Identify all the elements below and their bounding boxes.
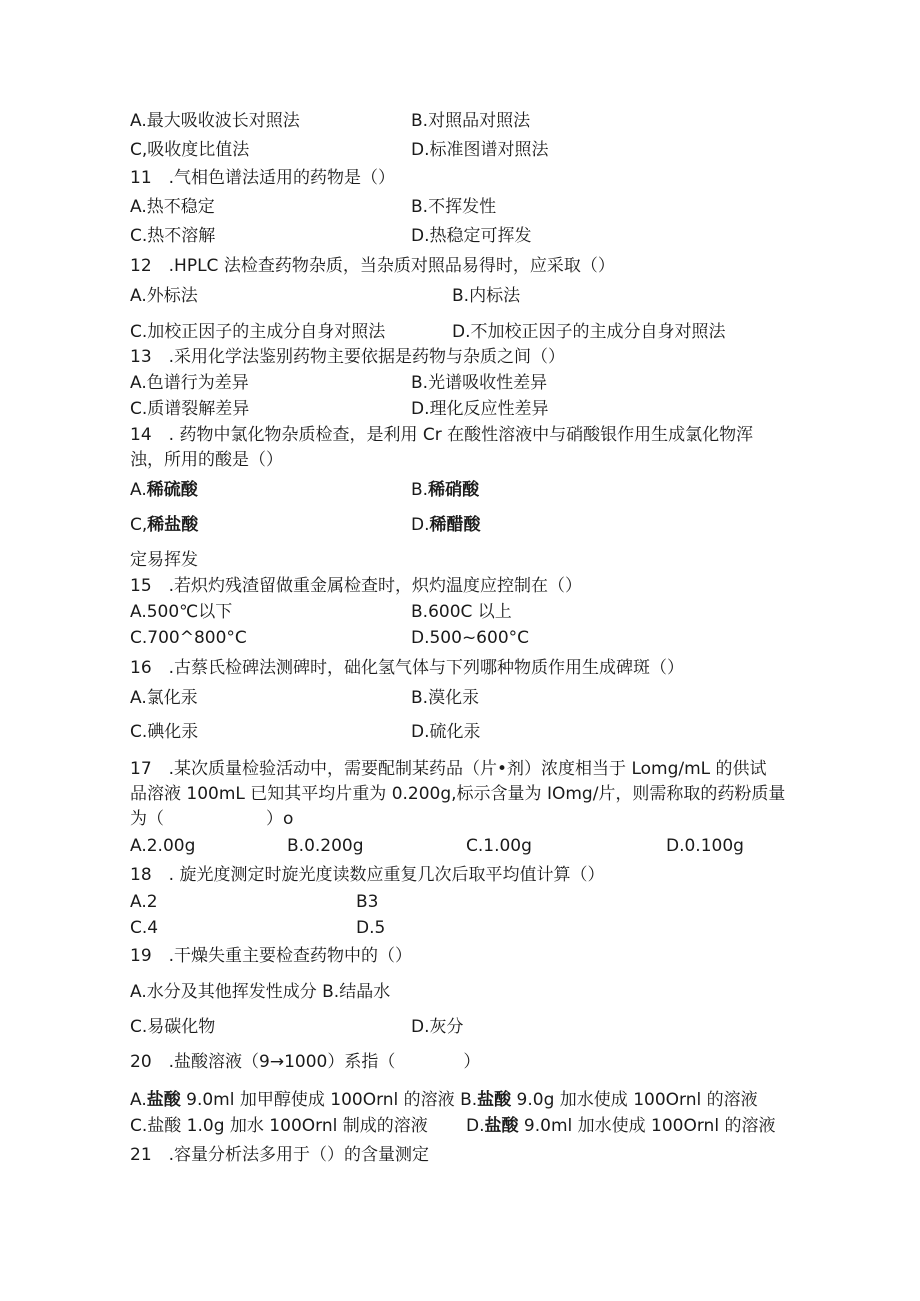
- q16-option-b: B.漠化汞: [411, 688, 480, 708]
- q11-stem: 11 .气相色谱法适用的药物是（）: [130, 168, 396, 188]
- option-a-text: 9.0ml 加甲醇使成 100Ornl 的溶液 B.: [180, 1090, 478, 1110]
- q20-options-ab: [130, 1092, 758, 1109]
- q18-stem: 18 . 旋光度测定时旋光度读数应重复几次后取平均值计算（）: [130, 865, 605, 885]
- q10-option-b: B.对照品对照法: [411, 111, 531, 131]
- q11-option-d: D.热稳定可挥发: [411, 226, 532, 246]
- q10-option-d: D.标准图谱对照法: [411, 140, 549, 160]
- q14-option-d: [411, 517, 481, 534]
- q20-option-d: [466, 1118, 775, 1135]
- q19-option-c: C.易碳化物: [130, 1017, 216, 1037]
- q20-stem: 20 .盐酸溶液（9→1000）系指（ ）: [130, 1052, 481, 1072]
- option-letter: C,: [130, 515, 148, 535]
- q18-option-c: C.4: [130, 918, 159, 938]
- q14-stem-line1: 14 . 药物中氯化物杂质检查，是利用 Cr 在酸性溶液中与硝酸银作用生成氯化物浑: [130, 425, 754, 445]
- option-a-letter: A.: [130, 1090, 147, 1110]
- option-letter: A.: [130, 480, 147, 500]
- q16-option-a: A.氯化汞: [130, 688, 198, 708]
- q13-option-b: B.光谱吸收性差异: [411, 373, 548, 393]
- q13-option-d: D.理化反应性差异: [411, 399, 549, 419]
- option-text: 稀硫酸: [146, 480, 198, 500]
- q13-option-a: A.色谱行为差异: [130, 373, 249, 393]
- q18-option-b: B3: [356, 892, 379, 912]
- q17-stem-line3: 为（ ）o: [130, 809, 294, 829]
- q19-option-d: D.灰分: [411, 1017, 464, 1037]
- q17-stem-line2: 品溶液 100mL 已知其平均片重为 0.200g,标示含量为 IOmg/片，则需称取的药粉质量: [130, 784, 786, 804]
- q16-option-d: D.硫化汞: [411, 722, 481, 742]
- q12-option-d: D.不加校正因子的主成分自身对照法: [452, 322, 726, 342]
- option-text: 稀醋酸: [429, 515, 481, 535]
- option-text: 9.0ml 加水使成 100Ornl 的溶液: [518, 1116, 776, 1136]
- option-letter: D.: [411, 515, 430, 535]
- q14-stem-line2: 浊，所用的酸是（）: [130, 450, 283, 470]
- q19-stem: 19 .干燥失重主要检查药物中的（）: [130, 946, 413, 966]
- q11-option-c: C.热不溶解: [130, 226, 216, 246]
- option-bold: 盐酸: [484, 1116, 519, 1136]
- q11-option-a: A.热不稳定: [130, 197, 215, 217]
- q18-option-d: D.5: [356, 918, 386, 938]
- q17-option-b: B.0.200g: [287, 836, 364, 856]
- q15-stem: 15 .若炽灼残渣留做重金属检查时，炽灼温度应控制在（）: [130, 576, 583, 596]
- q12-stem: 12 .HPLC 法检查药物杂质，当杂质对照品易得时，应采取（）: [130, 256, 615, 276]
- q15-option-b: B.600C 以上: [411, 602, 512, 622]
- option-a-bold: 盐酸: [146, 1090, 181, 1110]
- q14-option-c: [130, 517, 198, 534]
- option-b-text: 9.0g 加水使成 100Ornl 的溶液: [511, 1090, 758, 1110]
- q15-option-a: A.500℃以下: [130, 602, 233, 622]
- q20-option-c: C.盐酸 1.0g 加水 100Ornl 制成的溶液: [130, 1116, 428, 1136]
- q15-option-c: C.700^800°C: [130, 628, 247, 648]
- stray-text: 定易挥发: [130, 550, 198, 570]
- option-b-bold: 盐酸: [477, 1090, 512, 1110]
- q16-stem: 16 .古蔡氏检碑法测碑时，础化氢气体与下列哪种物质作用生成碑斑（）: [130, 658, 685, 678]
- q12-option-c: C.加校正因子的主成分自身对照法: [130, 322, 386, 342]
- q13-stem: 13 .采用化学法鉴别药物主要依据是药物与杂质之间（）: [130, 347, 566, 367]
- option-letter: D.: [466, 1116, 485, 1136]
- q15-option-d: D.500~600°C: [411, 628, 530, 648]
- q17-option-d: D.0.100g: [666, 836, 744, 856]
- option-letter: B.: [411, 480, 429, 500]
- q12-option-b: B.内标法: [452, 286, 521, 306]
- q11-option-b: B.不挥发性: [411, 197, 497, 217]
- q19-option-ab: A.水分及其他挥发性成分 B.结晶水: [130, 982, 391, 1002]
- q14-option-b: [411, 482, 479, 499]
- q21-stem: 21 .容量分析法多用于（）的含量测定: [130, 1145, 430, 1165]
- q16-option-c: C.碘化汞: [130, 722, 199, 742]
- q13-option-c: C.质谱裂解差异: [130, 399, 250, 419]
- q10-option-a: A.最大吸收波长对照法: [130, 111, 300, 131]
- q17-stem-line1: 17 .某次质量检验活动中，需要配制某药品（片•剂）浓度相当于 Lomg∕mL 的供试: [130, 759, 767, 779]
- q12-option-a: A.外标法: [130, 286, 198, 306]
- q17-option-a: A.2.00g: [130, 836, 196, 856]
- q10-option-c: C,吸收度比值法: [130, 140, 250, 160]
- q18-option-a: A.2: [130, 892, 158, 912]
- q14-option-a: [130, 482, 198, 499]
- option-text: 稀硝酸: [428, 480, 480, 500]
- option-text: 稀盐酸: [147, 515, 199, 535]
- q17-option-c: C.1.00g: [466, 836, 532, 856]
